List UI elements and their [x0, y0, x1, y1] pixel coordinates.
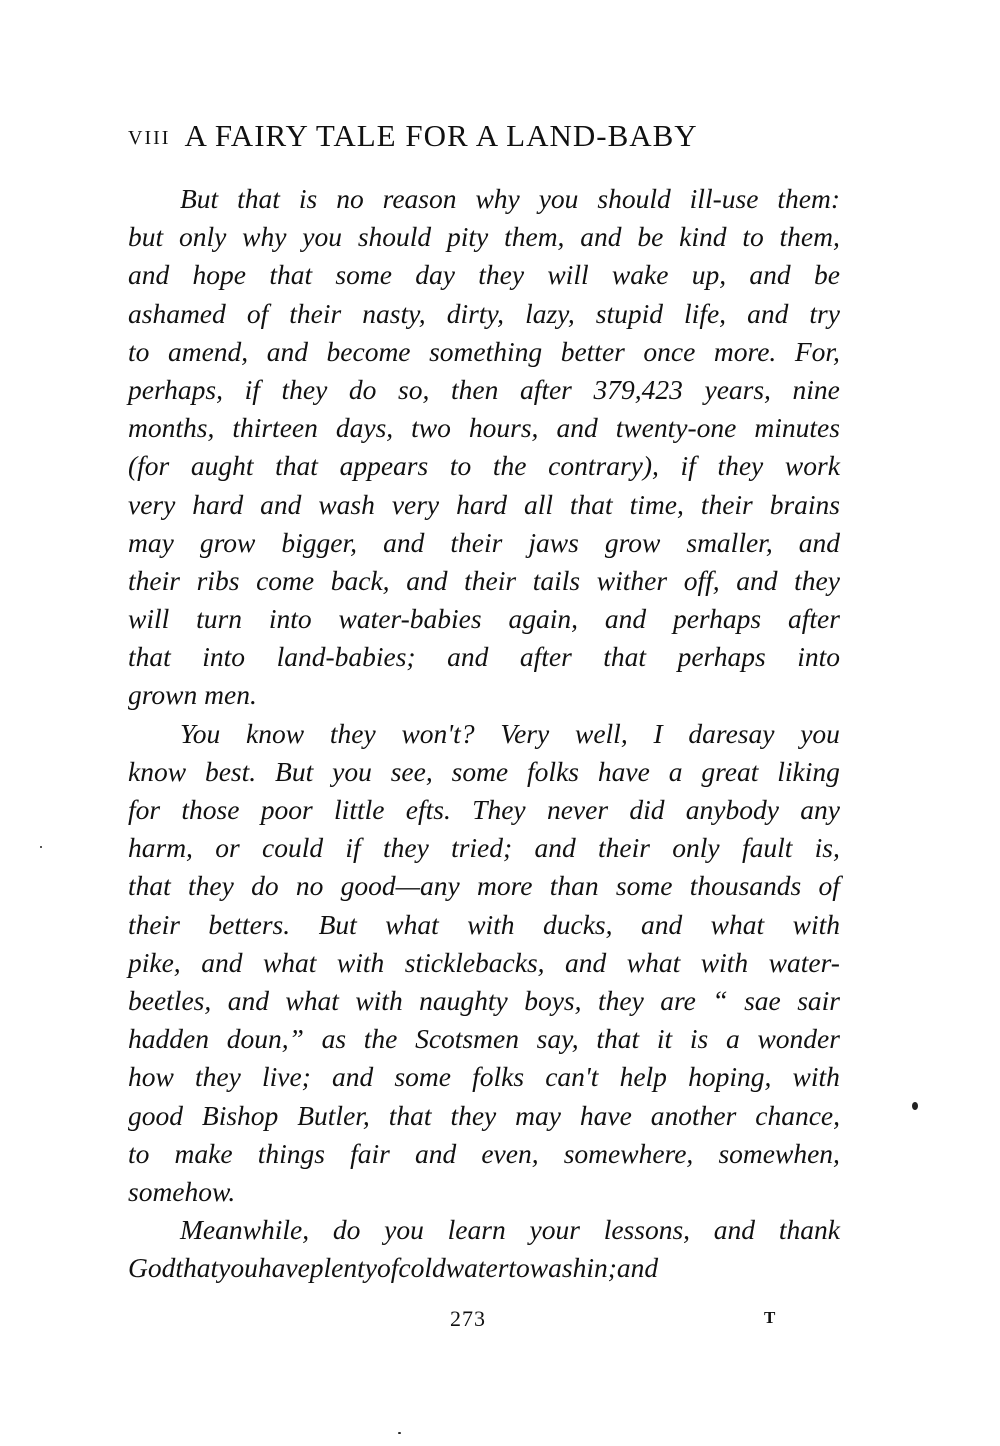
text-line: months, thirteen days, two hours, and twenty-one minutes — [128, 412, 840, 444]
printing-speck — [912, 1102, 918, 1110]
text-line: hadden doun,” as the Scotsmen say, that it is a wonder — [128, 1023, 840, 1055]
folio-numeral: VIII — [128, 127, 171, 149]
text-line: You know they won't? Very well, I daresay you — [180, 717, 840, 749]
text-line: but only why you should pity them, and be kind to them, — [128, 221, 840, 253]
text-line: God that you have plenty of cold water to wash in; and — [128, 1252, 659, 1284]
text-line: to make things fair and even, somewhere, somewhen, — [128, 1137, 840, 1169]
text-line: their ribs come back, and their tails wither off, and they — [128, 564, 840, 596]
signature-mark: T — [764, 1308, 776, 1327]
text-line: very hard and wash very hard all that time, their brains — [128, 488, 840, 520]
text-line: to amend, and become something better once more. For, — [128, 335, 840, 367]
text-line: somehow. — [128, 1175, 236, 1207]
text-line: may grow bigger, and their jaws grow smaller, and — [128, 526, 840, 558]
text-line: beetles, and what with naughty boys, they are “ sae sair — [128, 984, 840, 1016]
text-line: pike, and what with sticklebacks, and what with water- — [128, 946, 840, 978]
text-line: good Bishop Butler, that they may have another chance, — [128, 1099, 840, 1131]
text-line: But that is no reason why you should ill-use them: — [180, 183, 840, 214]
text-line: Meanwhile, do you learn your lessons, and thank — [180, 1214, 840, 1246]
text-line: that into land-babies; and after that perhaps into — [128, 641, 840, 673]
text-line: know best. But you see, some folks have a great liking — [128, 755, 840, 787]
text-line: will turn into water-babies again, and perhaps after — [128, 603, 840, 635]
text-line: for those poor little efts. They never did anybody any — [128, 794, 840, 825]
printing-speck — [40, 846, 42, 848]
text-line: how they live; and some folks can't help hoping, with — [128, 1061, 840, 1093]
running-header — [128, 118, 840, 154]
text-line: ashamed of their nasty, dirty, lazy, stupid life, and try — [128, 297, 840, 329]
text-line: and hope that some day they will wake up, and be — [128, 259, 840, 291]
paragraph — [128, 715, 840, 1211]
paragraph — [128, 180, 840, 715]
running-title: A FAIRY TALE FOR A LAND-BABY — [184, 118, 698, 153]
text-line: that they do no good—any more than some thousands of — [128, 870, 840, 902]
text-line: their betters. But what with ducks, and what with — [128, 908, 840, 940]
text-line: perhaps, if they do so, then after 379,423 years, nine — [128, 373, 840, 405]
text-line: (for aught that appears to the contrary), if they work — [128, 450, 840, 482]
paragraph — [128, 1211, 840, 1287]
page-number: 273 — [450, 1306, 486, 1331]
text-line: grown men. — [128, 679, 257, 711]
text-line: harm, or could if they tried; and their only fault is, — [128, 832, 840, 864]
printing-speck — [398, 1432, 401, 1434]
body-text — [128, 180, 840, 1287]
